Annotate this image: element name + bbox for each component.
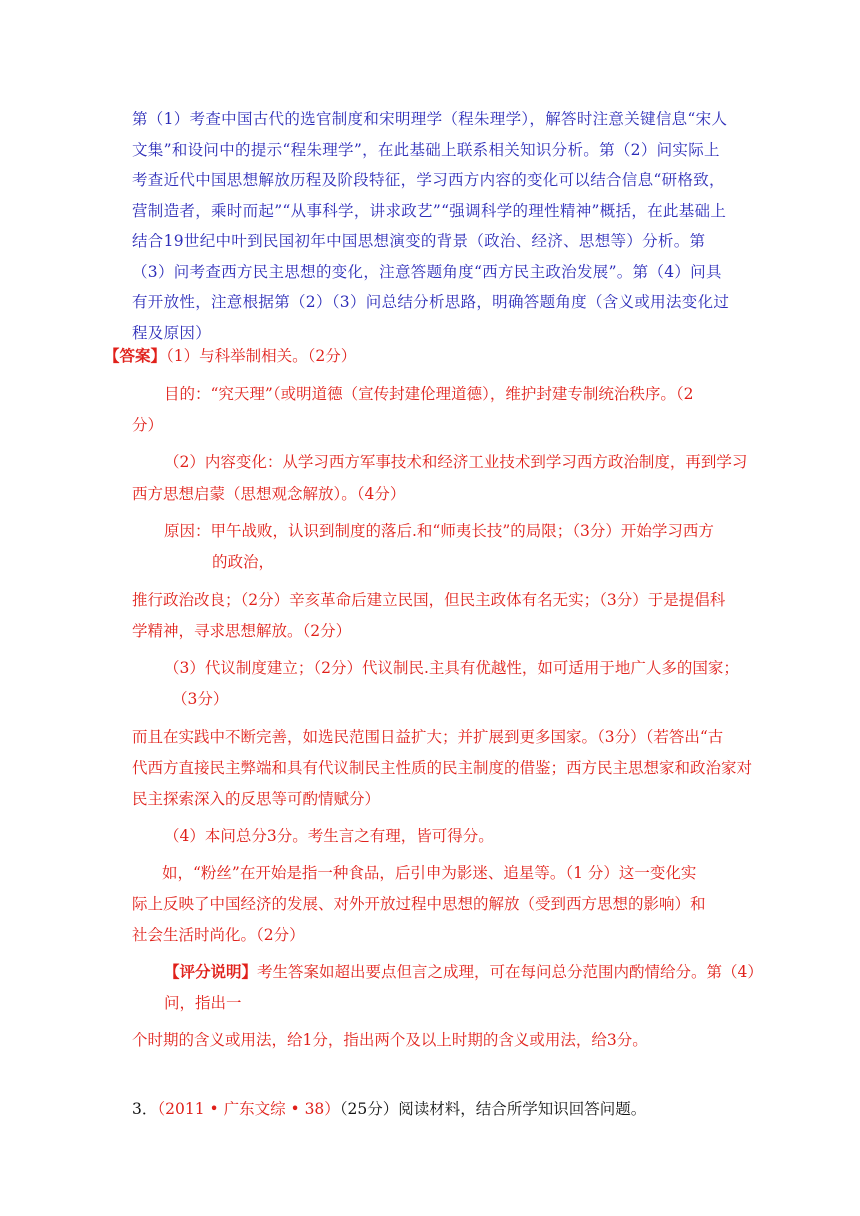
scoring-text-c: 个时期的含义或用法，给1分，指出两个及以上时期的含义或用法，给3分。 [132,1031,648,1049]
answer-q2-2b: 的政治， [212,553,275,571]
answer-q3-2a: 而且在实践中不断完善，如选民范围日益扩大；并扩展到更多国家。（3分）（若答出“古 [132,728,724,746]
answer-q4-2c: 社会生活时尚化。（2分） [132,926,305,944]
answer-q3-1b: （3分） [172,690,229,708]
answer-q1-1: （1）与科举制相关。（2分） [166,347,357,365]
scoring-label: 【评分说明】 [164,962,258,981]
answer-q1-2b: 分） [132,416,164,434]
question-3-number: 3． [132,1100,158,1118]
answer-q3-2b: 代西方直接民主弊端和具有代议制民主性质的民主制度的借鉴；西方民主思想家和政治家对 [132,759,753,777]
analysis-text: 第（1）考查中国古代的选官制度和宋明理学（程朱理学），解答时注意关键信息“宋人文集”和设问中的提示“程朱理学”，在此基础上联系相关知识分析。第（2）问实际上考查近代中国思想解放历程及阶段特征，学习西方内容的变化可以结合信息“研格致，营制造者，乘时而起”“从事科学，讲求政艺”“强调科学的理性精神”概括，在此基础上结合19世纪中叶到民国初年中国思想演变的背景（政治、经济、思想等）分析。第（3）问考查西方民主思想的变化，注意答题角度“西方民主政治发展”。第（4）问具有开放性，注意根据第（2）（3）问总结分析思路，明确答题角度（含义或用法变化过程及原因） [132,110,730,342]
analysis-paragraph [132,104,732,348]
answer-q2-3a: 推行政治改良；（2分）辛亥革命后建立民国，但民主政体有名无实；（3分）于是提倡科 [132,591,726,609]
answer-q4-2a: 如，“粉丝”在开始是指一种食品，后引申为影迷、追星等。（1 分）这一变化实 [162,864,697,882]
question-3-heading [132,1099,646,1119]
answer-q1-2a: 目的：“究天理”（或明道德（宣传封建伦理道德），维护封建专制统治秩序。（2 [164,385,694,403]
answer-q2-1a: （2）内容变化：从学习西方军事技术和经济工业技术到学习西方政治制度，再到学习 [164,453,748,471]
answer-q3-2c: 民主探索深入的反思等可酌情赋分） [132,790,381,808]
answer-line-1 [104,346,356,366]
answer-q2-2a: 原因：甲午战败，认识到制度的落后.和“师夷长技”的局限；（3分）开始学习西方 [164,522,714,540]
question-3-source: （2011 • 广东文综 • 38） [157,1100,340,1118]
answer-q3-1a: （3）代议制度建立；（2分）代议制民.主具有优越性，如可适用于地广人多的国家； [164,659,739,677]
answer-label: 【答案】 [104,346,167,365]
answer-q4-1: （4）本问总分3分。考生言之有理，皆可得分。 [164,827,494,845]
scoring-text-b: 问，指出一 [164,994,242,1012]
scoring-text-a: 考生答案如超出要点但言之成理，可在每问总分范围内酌情给分。第（4） [257,963,763,981]
answer-q2-3b: 学精神，寻求思想解放。（2分） [132,622,352,640]
answer-q4-2b: 际上反映了中国经济的发展、对外开放过程中思想的解放（受到西方思想的影响）和 [132,895,706,913]
answer-q2-1b: 西方思想启蒙（思想观念解放）。（4分） [132,485,406,503]
question-3-prompt: （25分）阅读材料，结合所学知识回答问题。 [339,1100,647,1118]
scoring-line-1 [164,962,763,982]
